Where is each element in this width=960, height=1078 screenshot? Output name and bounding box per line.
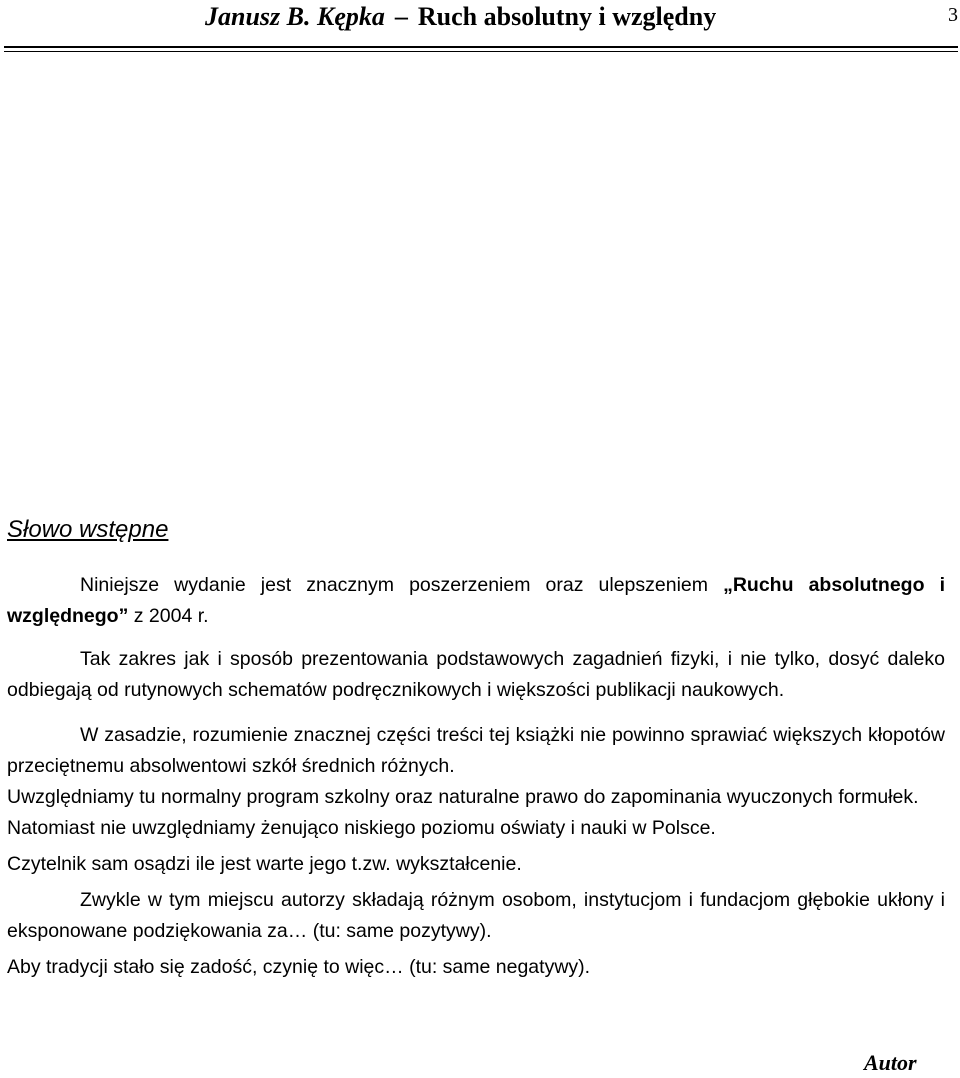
- document-body: [7, 570, 945, 983]
- header-rule-thin: [4, 51, 958, 52]
- paragraph-2: Tak zakres jak i sposób prezentowania podstawowych zagadnień fizyki, i nie tylko, dosyć daleko odbiegają od rutynowych schematów podręcznikowych i większości publikacji naukowych.: [7, 648, 945, 701]
- paragraph-1-bold-title: „Ruchu absolutnego i względnego”: [7, 574, 945, 627]
- section-title: Słowo wstępne: [7, 516, 169, 543]
- paragraph-8: Aby tradycji stało się zadość, czynię to więc… (tu: same negatywy).: [7, 956, 591, 978]
- running-header: [205, 0, 716, 34]
- header-title: Ruch absolutny i względny: [417, 2, 717, 31]
- page-number: 3: [948, 4, 958, 26]
- header-author: Janusz B. Kępka: [205, 2, 385, 31]
- signature: Autor: [864, 1050, 917, 1075]
- paragraph-4: Uwzględniamy tu normalny program szkolny oraz naturalne prawo do zapominania wyuczonych formułek.: [7, 786, 919, 808]
- paragraph-3: W zasadzie, rozumienie znacznej części treści tej książki nie powinno sprawiać większych kłopotów przeciętnemu absolwentowi szkół średnich różnych.: [7, 724, 945, 777]
- paragraph-5: Natomiast nie uwzględniamy żenująco niskiego poziomu oświaty i nauki w Polsce.: [7, 817, 716, 839]
- header-dash: –: [394, 2, 408, 31]
- paragraph-1-text: Niniejsze wydanie jest znacznym poszerzeniem oraz ulepszeniem: [80, 574, 724, 596]
- paragraph-6: Czytelnik sam osądzi ile jest warte jego t.zw. wykształcenie.: [7, 853, 522, 875]
- header-rule: [4, 46, 958, 48]
- paragraph-1: [7, 570, 945, 632]
- paragraph-1-text-end: z 2004 r.: [128, 605, 209, 627]
- paragraph-7: Zwykle w tym miejscu autorzy składają różnym osobom, instytucjom i fundacjom głębokie ukłony i eksponowane podziękowania za… (tu: same pozytywy).: [7, 889, 945, 942]
